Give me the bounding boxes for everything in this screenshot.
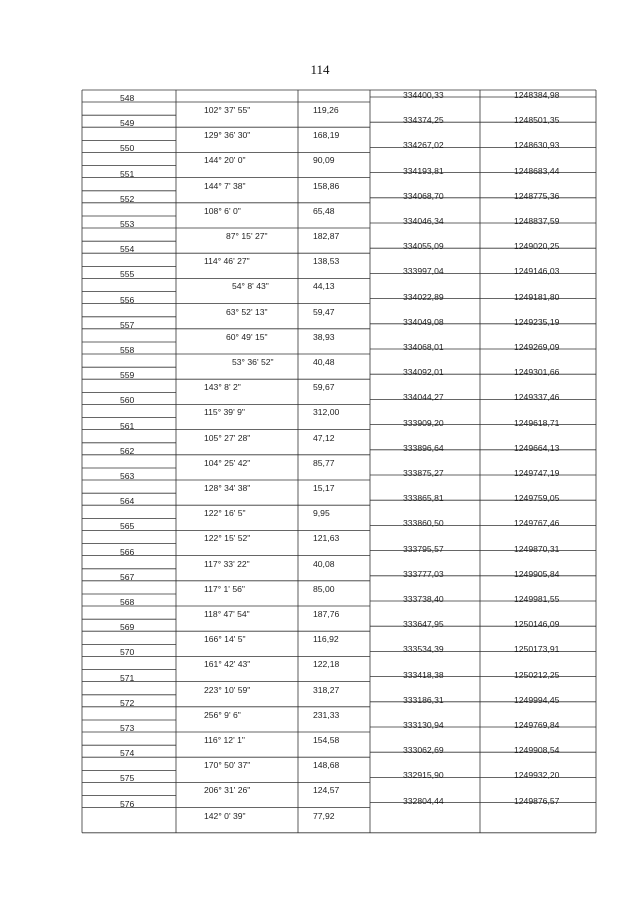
coord-x: 333860,50	[403, 518, 444, 529]
direction-angle: 114° 46' 27"	[204, 256, 250, 267]
direction-angle: 144° 20' 0"	[204, 155, 246, 166]
coord-x: 333186,31	[403, 694, 444, 705]
distance: 40,48	[313, 357, 335, 367]
point-number: 562	[120, 445, 135, 456]
direction-angle: 142° 0' 39"	[204, 810, 246, 821]
point-number: 556	[120, 294, 135, 305]
direction-angle: 87° 15' 27"	[226, 231, 268, 241]
coord-x: 332804,44	[403, 795, 444, 806]
coord-y: 1249932,20	[514, 770, 560, 781]
coord-y: 1249767,46	[514, 518, 560, 529]
distance: 85,77	[313, 457, 335, 468]
coord-y: 1249994,45	[514, 694, 560, 705]
direction-angle: 108° 6' 0"	[204, 205, 241, 216]
coord-y: 1249747,19	[514, 468, 560, 478]
point-number: 555	[120, 269, 135, 280]
distance: 44,13	[313, 281, 335, 292]
distance: 182,87	[313, 231, 340, 241]
coord-y: 1249769,84	[514, 720, 560, 730]
distance: 148,68	[313, 760, 340, 771]
direction-angle: 128° 34' 38"	[204, 483, 251, 493]
point-number: 559	[120, 370, 135, 381]
point-number: 561	[120, 420, 135, 431]
point-number: 565	[120, 521, 135, 532]
point-number: 549	[120, 118, 135, 129]
coord-x: 334055,09	[403, 241, 444, 252]
coord-y: 1249664,13	[514, 442, 560, 453]
coord-y: 1249759,05	[514, 493, 560, 504]
point-number: 557	[120, 319, 135, 330]
distance: 119,26	[313, 105, 339, 115]
coord-y: 1250212,25	[514, 669, 560, 680]
point-number: 558	[120, 345, 135, 355]
direction-angle: 206° 31' 26"	[204, 785, 251, 796]
distance: 231,33	[313, 709, 340, 720]
coord-x: 333647,95	[403, 619, 444, 630]
point-number: 560	[120, 395, 135, 406]
coord-y: 1249870,31	[514, 543, 560, 554]
distance: 121,63	[313, 533, 340, 544]
coord-x: 332915,90	[403, 770, 444, 781]
distance: 77,92	[313, 810, 335, 821]
distance: 124,57	[313, 785, 340, 796]
distance: 138,53	[313, 256, 340, 267]
point-number: 567	[120, 571, 135, 582]
coord-y: 1249908,54	[514, 745, 560, 756]
coord-y: 1249905,84	[514, 568, 560, 579]
coord-y: 1248501,35	[514, 115, 560, 126]
point-number: 554	[120, 244, 135, 255]
coord-y: 1250146,09	[514, 619, 560, 630]
coord-x: 334267,02	[403, 140, 444, 151]
distance: 59,67	[313, 382, 335, 393]
direction-angle: 117° 1' 56"	[204, 583, 245, 594]
coord-x: 334068,01	[403, 342, 444, 352]
coord-x: 333875,27	[403, 468, 444, 478]
direction-angle: 63° 52' 13"	[226, 306, 268, 317]
point-number: 571	[120, 672, 135, 683]
direction-angle: 129° 36' 30"	[204, 130, 251, 141]
distance: 158,86	[313, 180, 340, 191]
direction-angle: 144° 7' 38"	[204, 180, 246, 191]
distance: 47,12	[313, 432, 335, 443]
coord-y: 1249235,19	[514, 316, 560, 327]
point-number: 564	[120, 496, 135, 507]
coord-y: 1249269,09	[514, 342, 560, 352]
coord-x: 334374,25	[403, 115, 444, 126]
point-number: 570	[120, 647, 135, 658]
coord-y: 1250173,91	[514, 644, 560, 655]
coord-y: 1248630,93	[514, 140, 560, 151]
coord-y: 1249337,46	[514, 392, 560, 403]
direction-angle: 223° 10' 59"	[204, 684, 251, 695]
point-number: 569	[120, 622, 135, 633]
direction-angle: 166° 14' 5"	[204, 634, 246, 645]
direction-angle: 161° 42' 43"	[204, 659, 251, 670]
point-number: 548	[120, 93, 135, 103]
coord-x: 333896,64	[403, 442, 444, 453]
coord-x: 333738,40	[403, 594, 444, 604]
coord-x: 334092,01	[403, 367, 444, 378]
coord-x: 334046,34	[403, 216, 444, 226]
distance: 59,47	[313, 306, 335, 317]
direction-angle: 54° 8' 43"	[232, 281, 269, 292]
direction-angle: 118° 47' 54"	[204, 609, 250, 619]
coord-y: 1248775,36	[514, 190, 560, 201]
distance: 38,93	[313, 331, 335, 342]
coord-x: 333865,81	[403, 493, 444, 504]
distance: 90,09	[313, 155, 335, 166]
point-number: 574	[120, 748, 135, 759]
coord-x: 334022,89	[403, 291, 444, 302]
coord-x: 333777,03	[403, 568, 444, 579]
point-number: 573	[120, 723, 135, 733]
direction-angle: 104° 25' 42"	[204, 457, 251, 468]
page-number: 114	[310, 62, 330, 77]
coord-x: 334044,27	[403, 392, 444, 403]
distance: 9,95	[313, 508, 330, 519]
coord-x: 333795,57	[403, 543, 444, 554]
coord-y: 1249020,25	[514, 241, 560, 252]
distance: 15,17	[313, 483, 335, 493]
direction-angle: 53° 36' 52"	[232, 357, 274, 367]
point-number: 551	[120, 168, 135, 179]
coord-y: 1248384,98	[514, 90, 560, 100]
point-number: 572	[120, 697, 135, 708]
coord-y: 1248683,44	[514, 165, 560, 176]
direction-angle: 105° 27' 28"	[204, 432, 251, 443]
coord-x: 334193,81	[403, 165, 444, 176]
direction-angle: 143° 8' 2"	[204, 382, 241, 393]
coord-x: 333997,04	[403, 266, 444, 277]
distance: 318,27	[313, 684, 340, 695]
direction-angle: 116° 12' 1"	[204, 735, 245, 745]
coord-y: 1249876,57	[514, 795, 560, 806]
direction-angle: 122° 16' 5"	[204, 508, 246, 519]
distance: 65,48	[313, 205, 335, 216]
coord-x: 333534,39	[403, 644, 444, 655]
coord-x: 334049,08	[403, 316, 444, 327]
point-number: 563	[120, 471, 135, 481]
direction-angle: 117° 33' 22"	[204, 558, 250, 569]
coord-x: 333130,94	[403, 720, 444, 730]
direction-angle: 256° 9' 6"	[204, 709, 241, 720]
distance: 168,19	[313, 130, 340, 141]
distance: 116,92	[313, 634, 339, 645]
coord-y: 1249181,80	[514, 291, 560, 302]
coord-y: 1249981,55	[514, 594, 560, 604]
point-number: 553	[120, 219, 135, 229]
point-number: 575	[120, 773, 135, 784]
direction-angle: 122° 15' 52"	[204, 533, 251, 544]
coord-y: 1249146,03	[514, 266, 560, 277]
distance: 85,00	[313, 583, 335, 594]
distance: 187,76	[313, 609, 340, 619]
direction-angle: 115° 39' 9"	[204, 407, 245, 418]
coord-x: 334400,33	[403, 90, 444, 100]
distance: 154,58	[313, 735, 340, 745]
direction-angle: 60° 49' 15"	[226, 331, 268, 342]
point-number: 552	[120, 193, 135, 204]
coord-x: 334068,70	[403, 190, 444, 201]
point-number: 566	[120, 546, 135, 557]
coord-x: 333909,20	[403, 417, 444, 428]
coord-x: 333418,38	[403, 669, 444, 680]
point-number: 550	[120, 143, 135, 154]
coord-x: 333062,69	[403, 745, 444, 756]
point-number: 576	[120, 798, 135, 809]
distance: 122,18	[313, 659, 340, 670]
direction-angle: 170° 50' 37"	[204, 760, 251, 771]
point-number: 568	[120, 597, 135, 607]
coord-y: 1248837,59	[514, 216, 560, 226]
coord-y: 1249301,66	[514, 367, 560, 378]
distance: 40,08	[313, 558, 335, 569]
coord-y: 1249618,71	[514, 417, 560, 428]
direction-angle: 102° 37' 55"	[204, 105, 251, 115]
distance: 312,00	[313, 407, 340, 418]
